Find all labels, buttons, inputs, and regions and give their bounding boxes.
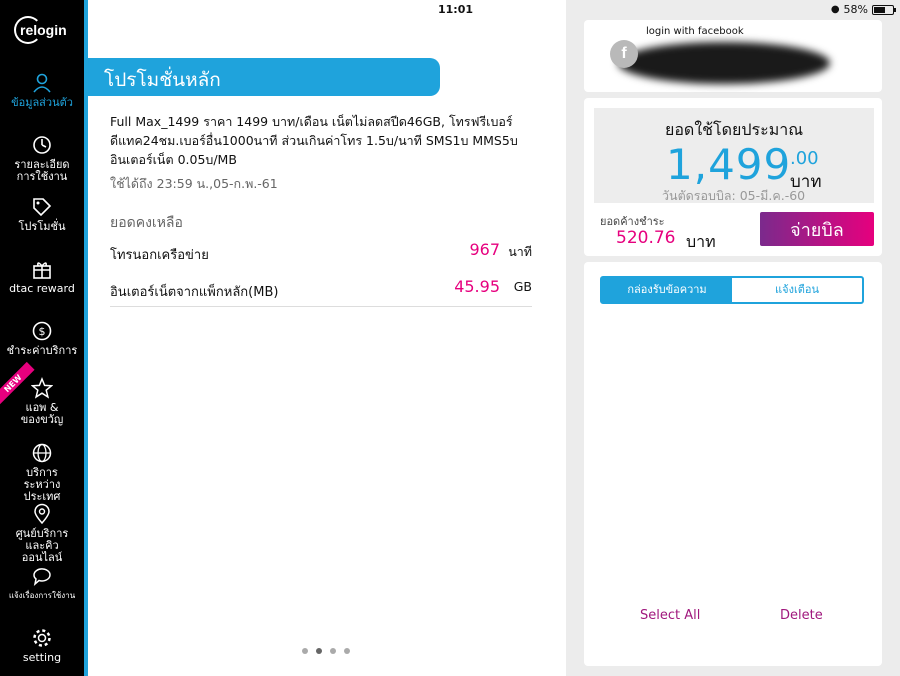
select-all-button[interactable]: Select All [640, 608, 701, 623]
balance-unit: GB [513, 279, 532, 294]
usage-decimal: .00 [790, 148, 819, 169]
gear-icon [31, 627, 53, 649]
sidebar-item-label: แอพ & ของขวัญ [20, 401, 64, 426]
sidebar-item-setting[interactable] [0, 627, 84, 664]
sidebar-item-usage[interactable] [0, 134, 84, 183]
balance-row-calls [110, 240, 532, 264]
usage-amount: 1,499 [666, 140, 792, 189]
user-icon [31, 72, 53, 94]
usage-card [584, 98, 882, 256]
location-pin-icon [31, 503, 53, 525]
tag-icon [31, 196, 53, 218]
promotion-description: Full Max_1499 ราคา 1499 บาท/เดือน เน็ตไม่ลดสปีด46GB, โทรฟรีเบอร์ดีแทค24ชม.เบอร์อื่น1000นาที ส่วนเกินค่าโทร 1.5บ/นาที SMS1บ MMS5บ อินเตอร์เน็ต 0.05บ/MB [110, 114, 518, 167]
balance-value: 967 [469, 240, 500, 259]
chat-bubble-icon [31, 565, 53, 587]
sidebar-item-payment[interactable] [0, 320, 84, 357]
battery-icon [872, 5, 894, 15]
messages-card [584, 262, 882, 666]
sidebar-item-apps-gifts[interactable] [0, 377, 84, 426]
facebook-login-label[interactable]: login with facebook [646, 26, 744, 37]
sidebar-item-label: โปรโมชั่น [18, 220, 66, 233]
usage-icon [31, 134, 53, 156]
page-dot[interactable] [344, 648, 350, 654]
page-dot[interactable] [302, 648, 308, 654]
status-bar [88, 0, 900, 20]
svg-text:$: $ [38, 325, 46, 338]
sidebar-item-label: ข้อมูลส่วนตัว [11, 96, 73, 109]
sidebar-item-international[interactable] [0, 442, 84, 503]
sidebar-item-label: ศูนย์บริการ และคิวออนไลน์ [15, 527, 69, 564]
sidebar-item-promotion[interactable] [0, 196, 84, 233]
balance-heading: ยอดคงเหลือ [110, 215, 183, 231]
status-indicators [831, 3, 894, 16]
outstanding-unit: บาท [686, 232, 716, 251]
sidebar-item-label: บริการระหว่าง ประเทศ [23, 466, 61, 503]
usage-summary [594, 108, 874, 203]
tab-inbox[interactable]: กล่องรับข้อความ [602, 278, 732, 302]
facebook-icon: f [610, 40, 638, 68]
sidebar-item-label: setting [22, 651, 62, 664]
balance-unit: นาที [508, 244, 532, 259]
balance-row-internet [110, 277, 532, 301]
outstanding-amount: 520.76 [616, 228, 676, 248]
outstanding-label: ยอดค้างชำระ [600, 215, 665, 228]
usage-title: ยอดใช้โดยประมาณ [664, 120, 804, 139]
sidebar [0, 0, 84, 676]
sidebar-item-label: dtac reward [9, 282, 75, 295]
usage-unit: บาท [790, 172, 822, 192]
promotion-panel [88, 0, 566, 676]
star-icon [31, 377, 53, 399]
pay-bill-button[interactable]: จ่ายบิล [760, 212, 874, 246]
new-badge: NEW [0, 362, 35, 405]
gift-icon [31, 258, 53, 280]
sidebar-item-dtac-reward[interactable] [0, 258, 84, 295]
facebook-login-card[interactable] [584, 20, 882, 92]
globe-icon [31, 442, 53, 464]
status-time: 11:01 [438, 3, 474, 16]
balance-label: โทรนอกเครือข่าย [110, 248, 209, 263]
promotion-header: โปรโมชั่นหลัก [88, 58, 440, 96]
divider [110, 306, 532, 307]
tab-notifications[interactable]: แจ้งเตือน [775, 283, 819, 296]
sidebar-item-service-center[interactable] [0, 503, 84, 564]
sidebar-item-label: รายละเอียด การใช้งาน [14, 158, 70, 183]
promotion-valid-until: ใช้ได้ถึง 23:59 น.,05-ก.พ.-61 [110, 176, 278, 191]
balance-label: อินเตอร์เน็ตจากแพ็กหลัก(MB) [110, 285, 279, 300]
orientation-lock-icon: ● [830, 4, 840, 15]
delete-button[interactable]: Delete [780, 608, 823, 623]
page-dot[interactable] [330, 648, 336, 654]
relogin-logo[interactable] [12, 14, 70, 48]
sidebar-item-profile[interactable] [0, 72, 84, 109]
redacted-profile [618, 42, 830, 84]
battery-percent: 58% [843, 3, 868, 16]
sidebar-item-label: แจ้งเรื่องการใช้งาน [8, 591, 76, 600]
bill-cycle-date: วันตัดรอบบิล: 05-มี.ค.-60 [662, 188, 806, 203]
sidebar-item-label: ชำระค่าบริการ [6, 344, 78, 357]
page-indicator[interactable] [302, 648, 350, 654]
dollar-icon [31, 320, 53, 342]
logo-text: relogin [20, 22, 67, 38]
balance-value: 45.95 [454, 277, 500, 296]
sidebar-item-report-issue[interactable] [0, 565, 84, 602]
message-tabs [600, 276, 864, 304]
page-dot-active[interactable] [316, 648, 322, 654]
